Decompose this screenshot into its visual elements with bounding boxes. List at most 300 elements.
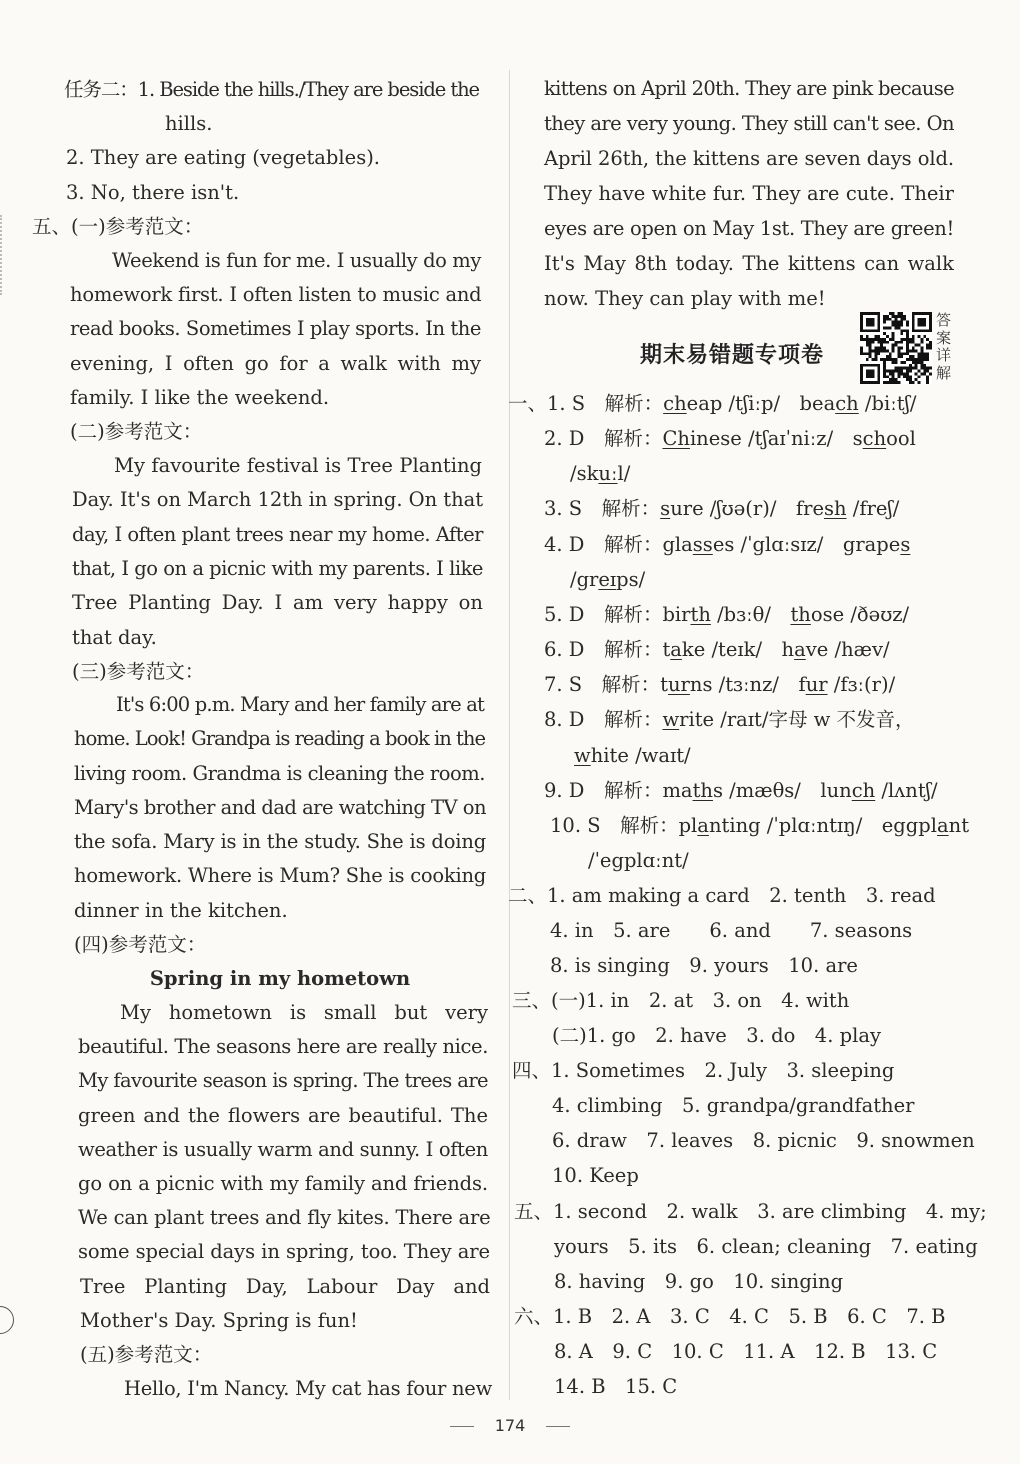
qr-module (900, 324, 903, 327)
text-segment: /biːtʃ/ (858, 392, 917, 415)
qr-module (872, 341, 875, 344)
text-line (544, 603, 909, 627)
text-line (554, 1375, 677, 1399)
underlined-letters: a (697, 814, 709, 837)
qr-module (906, 344, 909, 347)
qr-module (900, 372, 903, 375)
qr-module (883, 375, 886, 378)
qr-module (912, 358, 915, 361)
text-segment: Weekend is fun for me. I usually do my (112, 249, 481, 272)
qr-module (897, 372, 900, 375)
column-divider (509, 70, 510, 1400)
text-line (78, 1035, 488, 1059)
qr-module (903, 352, 906, 355)
qr-module (863, 352, 866, 355)
underlined-letters: w (574, 744, 591, 767)
qr-module (877, 347, 880, 350)
text-segment: /lʌntʃ/ (875, 779, 938, 802)
qr-label: 答案详解 (936, 311, 952, 382)
underlined-letters: s (660, 497, 671, 520)
qr-module (915, 378, 918, 381)
footer-dash-right (546, 1426, 570, 1427)
text-line (124, 1377, 492, 1401)
underlined-letters: eɪ (598, 568, 617, 591)
text-line (544, 779, 938, 803)
qr-module (866, 338, 869, 341)
qr-module (892, 361, 895, 364)
text-segment: 8. is singing 9. yours 10. are (550, 954, 858, 977)
qr-module (892, 372, 895, 375)
text-segment: nt (948, 814, 970, 837)
qr-module (900, 341, 903, 344)
text-segment: read books. Sometimes I play sports. In the (70, 317, 481, 340)
text-line (74, 762, 485, 786)
text-line (70, 386, 329, 410)
qr-module (895, 321, 898, 324)
qr-module (920, 367, 923, 370)
text-segment: ure /ʃʊə(r)/ fre (670, 497, 824, 520)
text-segment: Mother's Day. Spring is fun! (80, 1309, 358, 1332)
qr-module (869, 341, 872, 344)
text-segment: It's May 8th today. The kittens can walk (544, 252, 954, 275)
qr-module (923, 364, 926, 367)
qr-module (912, 361, 915, 364)
text-segment: My favourite festival is Tree Planting (114, 454, 482, 477)
text-line (550, 919, 912, 943)
qr-module (895, 381, 898, 384)
text-segment: ose /ðəʊz/ (810, 603, 910, 626)
qr-module (886, 326, 889, 329)
qr-module (895, 324, 898, 327)
text-line (66, 146, 380, 170)
qr-module (906, 358, 909, 361)
qr-module (886, 341, 889, 344)
underlined-letters: ur (668, 673, 690, 696)
qr-module (912, 355, 915, 358)
qr-module (883, 318, 886, 321)
qr-module (915, 344, 918, 347)
qr-module (892, 338, 895, 341)
text-line (70, 317, 481, 341)
qr-module (903, 361, 906, 364)
qr-module (889, 370, 892, 373)
qr-module (869, 338, 872, 341)
text-segment: We can plant trees and fly kites. There are (78, 1206, 491, 1229)
text-line (70, 420, 202, 444)
qr-module (929, 344, 932, 347)
qr-module (883, 367, 886, 370)
qr-module (886, 358, 889, 361)
qr-module (895, 318, 898, 321)
text-line (512, 1059, 894, 1083)
qr-module (909, 349, 912, 352)
text-segment: 二、1. am making a card 2. tenth 3. read (508, 884, 936, 907)
qr-module (915, 358, 918, 361)
qr-module (906, 352, 909, 355)
text-line (544, 77, 954, 101)
qr-module (897, 321, 900, 324)
qr-module (892, 375, 895, 378)
qr-module (892, 324, 895, 327)
qr-module (923, 370, 926, 373)
underlined-letters: a (937, 814, 949, 837)
qr-module (895, 326, 898, 329)
qr-module (918, 381, 921, 384)
text-segment: 4. D 解析：gla (544, 533, 693, 556)
qr-module (895, 367, 898, 370)
qr-module (889, 355, 892, 358)
qr-module (926, 355, 929, 358)
text-segment: hite /waɪt/ (590, 744, 691, 767)
qr-module (918, 344, 921, 347)
text-segment: dinner in the kitchen. (74, 899, 288, 922)
qr-module (889, 381, 892, 384)
qr-module (889, 352, 892, 355)
text-line (544, 427, 916, 451)
qr-module (900, 315, 903, 318)
qr-module (895, 358, 898, 361)
text-line (514, 1305, 945, 1329)
underlined-letters: w (662, 708, 680, 731)
qr-module (900, 318, 903, 321)
qr-module (912, 341, 915, 344)
qr-module (895, 341, 898, 344)
text-segment: Tree Planting Day, Labour Day and (80, 1275, 490, 1298)
text-line (32, 215, 203, 239)
text-segment: 3. S 解析： (544, 497, 661, 520)
qr-module (909, 367, 912, 370)
text-segment: /sk (570, 462, 599, 485)
underlined-letters: th (790, 603, 811, 626)
text-segment: yours 5. its 6. clean; cleaning 7. eating (554, 1235, 978, 1258)
text-segment: es /ˈglɑːsɪz/ grape (712, 533, 901, 556)
qr-module (906, 335, 909, 338)
text-segment: (五)参考范文： (80, 1343, 213, 1366)
qr-module (906, 370, 909, 373)
qr-module (872, 338, 875, 341)
qr-module (860, 352, 863, 355)
text-line (550, 814, 969, 838)
qr-module (892, 312, 895, 315)
qr-module (883, 321, 886, 324)
qr-module (880, 358, 883, 361)
qr-module (918, 375, 921, 378)
qr-module (897, 341, 900, 344)
text-line (512, 989, 849, 1013)
qr-module (929, 341, 932, 344)
underlined-letters: sh (824, 497, 847, 520)
qr-module (900, 367, 903, 370)
qr-module (920, 347, 923, 350)
qr-module (915, 367, 918, 370)
qr-module (883, 347, 886, 350)
qr-module (903, 375, 906, 378)
text-segment: /fɜː(r)/ (827, 673, 896, 696)
qr-module (909, 338, 912, 341)
qr-module (860, 335, 863, 338)
qr-module (912, 335, 915, 338)
qr-module (889, 338, 892, 341)
qr-module (877, 349, 880, 352)
qr-module (869, 344, 872, 347)
underlined-letters: a (670, 638, 682, 661)
text-line (74, 830, 486, 854)
qr-module (920, 352, 923, 355)
qr-module (920, 341, 923, 344)
qr-module (889, 318, 892, 321)
text-line (72, 523, 483, 547)
qr-module (892, 378, 895, 381)
underlined-letters: ur (805, 673, 828, 696)
underlined-letters: th (690, 603, 711, 626)
qr-module (906, 324, 909, 327)
text-line (544, 217, 954, 241)
qr-module (897, 349, 900, 352)
text-segment: My favourite season is spring. The trees are (78, 1069, 489, 1092)
qr-module (895, 361, 898, 364)
qr-module (886, 318, 889, 321)
text-segment: 六、1. B 2. A 3. C 4. C 5. B 6. C 7. B (514, 1305, 946, 1328)
qr-module (920, 361, 923, 364)
text-segment: day, I often plant trees near my home. After (72, 523, 483, 546)
text-segment: eyes are open on May 1st. They are green! (544, 217, 954, 240)
qr-module (897, 312, 900, 315)
qr-module (886, 355, 889, 358)
qr-module (874, 352, 877, 355)
underlined-letters: th (692, 779, 713, 802)
qr-module (874, 358, 877, 361)
qr-module (883, 315, 886, 318)
text-segment: green and the flowers are beautiful. The (78, 1104, 488, 1127)
text-line (574, 744, 691, 768)
qr-module (929, 372, 932, 375)
underlined-letters: uː (598, 462, 618, 485)
qr-module (892, 381, 895, 384)
qr-module (869, 347, 872, 350)
text-line (74, 899, 288, 923)
text-segment: 2. They are eating (vegetables). (66, 146, 381, 169)
qr-module (860, 338, 863, 341)
qr-module (918, 358, 921, 361)
qr-module (912, 347, 915, 350)
qr-module (929, 367, 932, 370)
qr-module (926, 338, 929, 341)
qr-module (886, 349, 889, 352)
qr-module (883, 370, 886, 373)
qr-module (892, 347, 895, 350)
qr-module (872, 349, 875, 352)
text-line (544, 287, 826, 311)
text-segment: 7. S 解析：t (544, 673, 668, 696)
qr-module (926, 381, 929, 384)
qr-module (897, 367, 900, 370)
text-segment: l/ (617, 462, 631, 485)
text-segment: ve /hæv/ (805, 638, 890, 661)
qr-module (880, 338, 883, 341)
text-segment: home. Look! Grandpa is reading a book in the (74, 727, 485, 750)
qr-module (883, 338, 886, 341)
qr-module (920, 372, 923, 375)
qr-module (903, 329, 906, 332)
text-line (554, 1270, 843, 1294)
qr-module (909, 355, 912, 358)
qr-module (915, 349, 918, 352)
text-line (570, 462, 630, 486)
qr-module (906, 347, 909, 350)
qr-module (906, 329, 909, 332)
qr-module (877, 352, 880, 355)
text-line (544, 112, 954, 136)
qr-module (886, 315, 889, 318)
qr-module (912, 338, 915, 341)
qr-module (863, 338, 866, 341)
qr-module (866, 335, 869, 338)
text-line (552, 1164, 639, 1188)
text-segment: 任务二：1. Beside the hills./They are beside the (64, 78, 479, 101)
text-line (554, 1235, 978, 1259)
text-segment: They have white fur. They are cute. Their (544, 182, 954, 205)
text-segment: ke /teɪk/ h (681, 638, 795, 661)
text-line (72, 488, 483, 512)
text-line (72, 591, 483, 615)
text-line (74, 864, 486, 888)
text-line (514, 1200, 987, 1224)
text-segment: 4. climbing 5. grandpa/grandfather (552, 1094, 915, 1117)
qr-module (886, 370, 889, 373)
text-segment: inese /tʃaɪˈniːz/ s (689, 427, 863, 450)
text-segment: /ˈegplɑːnt/ (588, 849, 689, 872)
text-segment: 五、(一)参考范文： (32, 215, 204, 238)
text-segment: Mary's brother and dad are watching TV on (74, 796, 486, 819)
qr-module (926, 344, 929, 347)
text-segment: go on a picnic with my family and friends. (78, 1172, 488, 1195)
text-segment: 一、1. S 解析： (508, 392, 664, 415)
text-line (588, 849, 689, 873)
qr-module (897, 326, 900, 329)
text-segment: ns /tɜːnz/ f (689, 673, 806, 696)
text-line (74, 727, 485, 751)
text-segment: homework. Where is Mum? She is cooking (74, 864, 486, 887)
qr-module (923, 367, 926, 370)
qr-module (918, 335, 921, 338)
text-line (116, 693, 484, 717)
text-line (508, 884, 936, 908)
qr-module (895, 315, 898, 318)
text-segment: 4. in 5. are 6. and 7. seasons (550, 919, 913, 942)
qr-module (892, 315, 895, 318)
text-line (78, 1069, 488, 1093)
qr-module (892, 321, 895, 324)
qr-module (903, 372, 906, 375)
text-segment: 5. D 解析：bir (544, 603, 691, 626)
qr-module (877, 338, 880, 341)
text-line (70, 352, 481, 376)
text-segment: 五、1. second 2. walk 3. are climbing 4. my; (514, 1200, 987, 1223)
qr-module (866, 358, 869, 361)
qr-module (920, 364, 923, 367)
qr-code-icon[interactable] (860, 312, 932, 384)
qr-module (906, 341, 909, 344)
qr-module (897, 381, 900, 384)
text-segment: 8. having 9. go 10. singing (554, 1270, 844, 1293)
text-line (544, 673, 895, 697)
qr-module (926, 358, 929, 361)
qr-module (923, 372, 926, 375)
qr-module (909, 341, 912, 344)
text-segment: 8. A 9. C 10. C 11. A 12. B 13. C (554, 1340, 938, 1363)
qr-module (877, 341, 880, 344)
text-line (74, 933, 206, 957)
qr-module (874, 347, 877, 350)
text-segment: 6. draw 7. leaves 8. picnic 9. snowmen (552, 1129, 975, 1152)
qr-module (923, 352, 926, 355)
text-segment: they are very young. They still can't see. On (544, 112, 954, 135)
text-segment: /bɜːθ/ (710, 603, 791, 626)
text-segment: 10. Keep (552, 1164, 639, 1187)
text-line (552, 1129, 975, 1153)
qr-module (892, 370, 895, 373)
qr-module (889, 372, 892, 375)
text-line (112, 249, 481, 273)
text-segment: living room. Grandma is cleaning the room. (74, 762, 485, 785)
qr-module (906, 349, 909, 352)
qr-module (926, 378, 929, 381)
qr-module (915, 361, 918, 364)
qr-module (900, 370, 903, 373)
text-segment: (二)参考范文： (70, 420, 203, 443)
qr-module (900, 338, 903, 341)
text-line (74, 967, 486, 991)
qr-module (860, 347, 863, 350)
text-segment: It's 6:00 p.m. Mary and her family are at (116, 693, 484, 716)
qr-module (926, 375, 929, 378)
qr-module (906, 321, 909, 324)
qr-module (892, 332, 895, 335)
qr-module (874, 335, 877, 338)
text-segment: s /mæθs/ lun (712, 779, 852, 802)
qr-module (874, 349, 877, 352)
text-line (80, 1309, 358, 1333)
qr-module (900, 352, 903, 355)
qr-module (906, 338, 909, 341)
text-line (78, 1206, 490, 1230)
qr-module (874, 338, 877, 341)
text-segment: hills. (165, 112, 213, 135)
text-segment: Hello, I'm Nancy. My cat has four new (124, 1377, 492, 1400)
qr-module (872, 358, 875, 361)
text-line (120, 1001, 488, 1025)
qr-module (897, 347, 900, 350)
qr-module (886, 335, 889, 338)
qr-module (920, 355, 923, 358)
qr-module (869, 352, 872, 355)
text-line (544, 497, 899, 521)
text-segment: 2. D 解析： (544, 427, 663, 450)
text-segment: My hometown is small but very (120, 1001, 488, 1024)
qr-module (909, 370, 912, 373)
text-segment: weather is usually warm and sunny. I often (78, 1138, 488, 1161)
qr-module (892, 335, 895, 338)
qr-module (897, 324, 900, 327)
qr-module (920, 349, 923, 352)
qr-module (900, 329, 903, 332)
binding-edge-marks (0, 215, 8, 295)
underlined-letters: ch (835, 392, 859, 415)
qr-module (923, 335, 926, 338)
text-segment: 三、(一)1. in 2. at 3. on 4. with (512, 989, 850, 1012)
text-line (78, 1138, 488, 1162)
text-line (544, 252, 954, 276)
